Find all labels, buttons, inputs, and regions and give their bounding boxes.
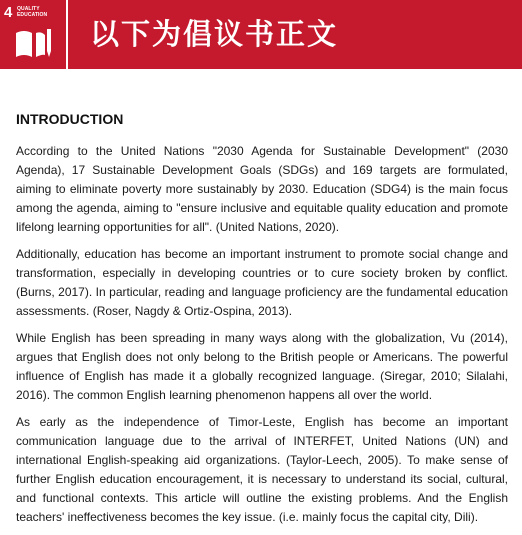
article-body [16,110,508,535]
page-title: 以下为倡议书正文 [90,17,339,51]
goal-label: QUALITY EDUCATION [17,6,48,18]
paragraph: While English has been spreading in many ways along with the globalization, Vu (2014), argues that English does not only belong to the British people or Americans. The powerful influence of English has made it a globally recognized language. (Siregar, 2010; Silalahi, 2016). The common English learning phenomenon happens all over the world. [16,331,508,402]
paragraph: According to the United Nations "2030 Agenda for Sustainable Development" (2030 Agenda), 17 Sustainable Development Goals (SDGs) and 169 targets are formulated, aiming to eliminate poverty more sustainably by 2030. Education (SDG4) is the main focus among the agenda, aiming to "ensure inclusive and equitable quality education and promote lifelong learning opportunities for all". (United Nations, 2020). [16,144,508,234]
goal-number: 4 [4,4,13,21]
paragraph: As early as the independence of Timor-Leste, English has become an important communication language due to the arrival of INTERFET, United Nations (UN) and international English-speaking aid organizations. (Taylor-Leech, 2005). To make sense of further English education encouragement, it is necessary to understand its social, cultural, and functional contexts. This article will outline the existing problems. And the English teachers' ineffectiveness becomes the key issue. (i.e. mainly focus the capital city, Dili). [16,415,508,524]
sdg-goal-badge [0,0,68,69]
section-heading: INTRODUCTION [16,111,124,127]
paragraph: Additionally, education has become an important instrument to promote social change and transformation, especially in developing countries or to cure society broken by conflict. (Burns, 2017). In particular, reading and language proficiency are the fundamental education assessments. (Roser, Nagdy & Ortiz-Ospina, 2013). [16,247,508,318]
book-pencil-icon [14,27,54,61]
header-banner [0,0,522,69]
